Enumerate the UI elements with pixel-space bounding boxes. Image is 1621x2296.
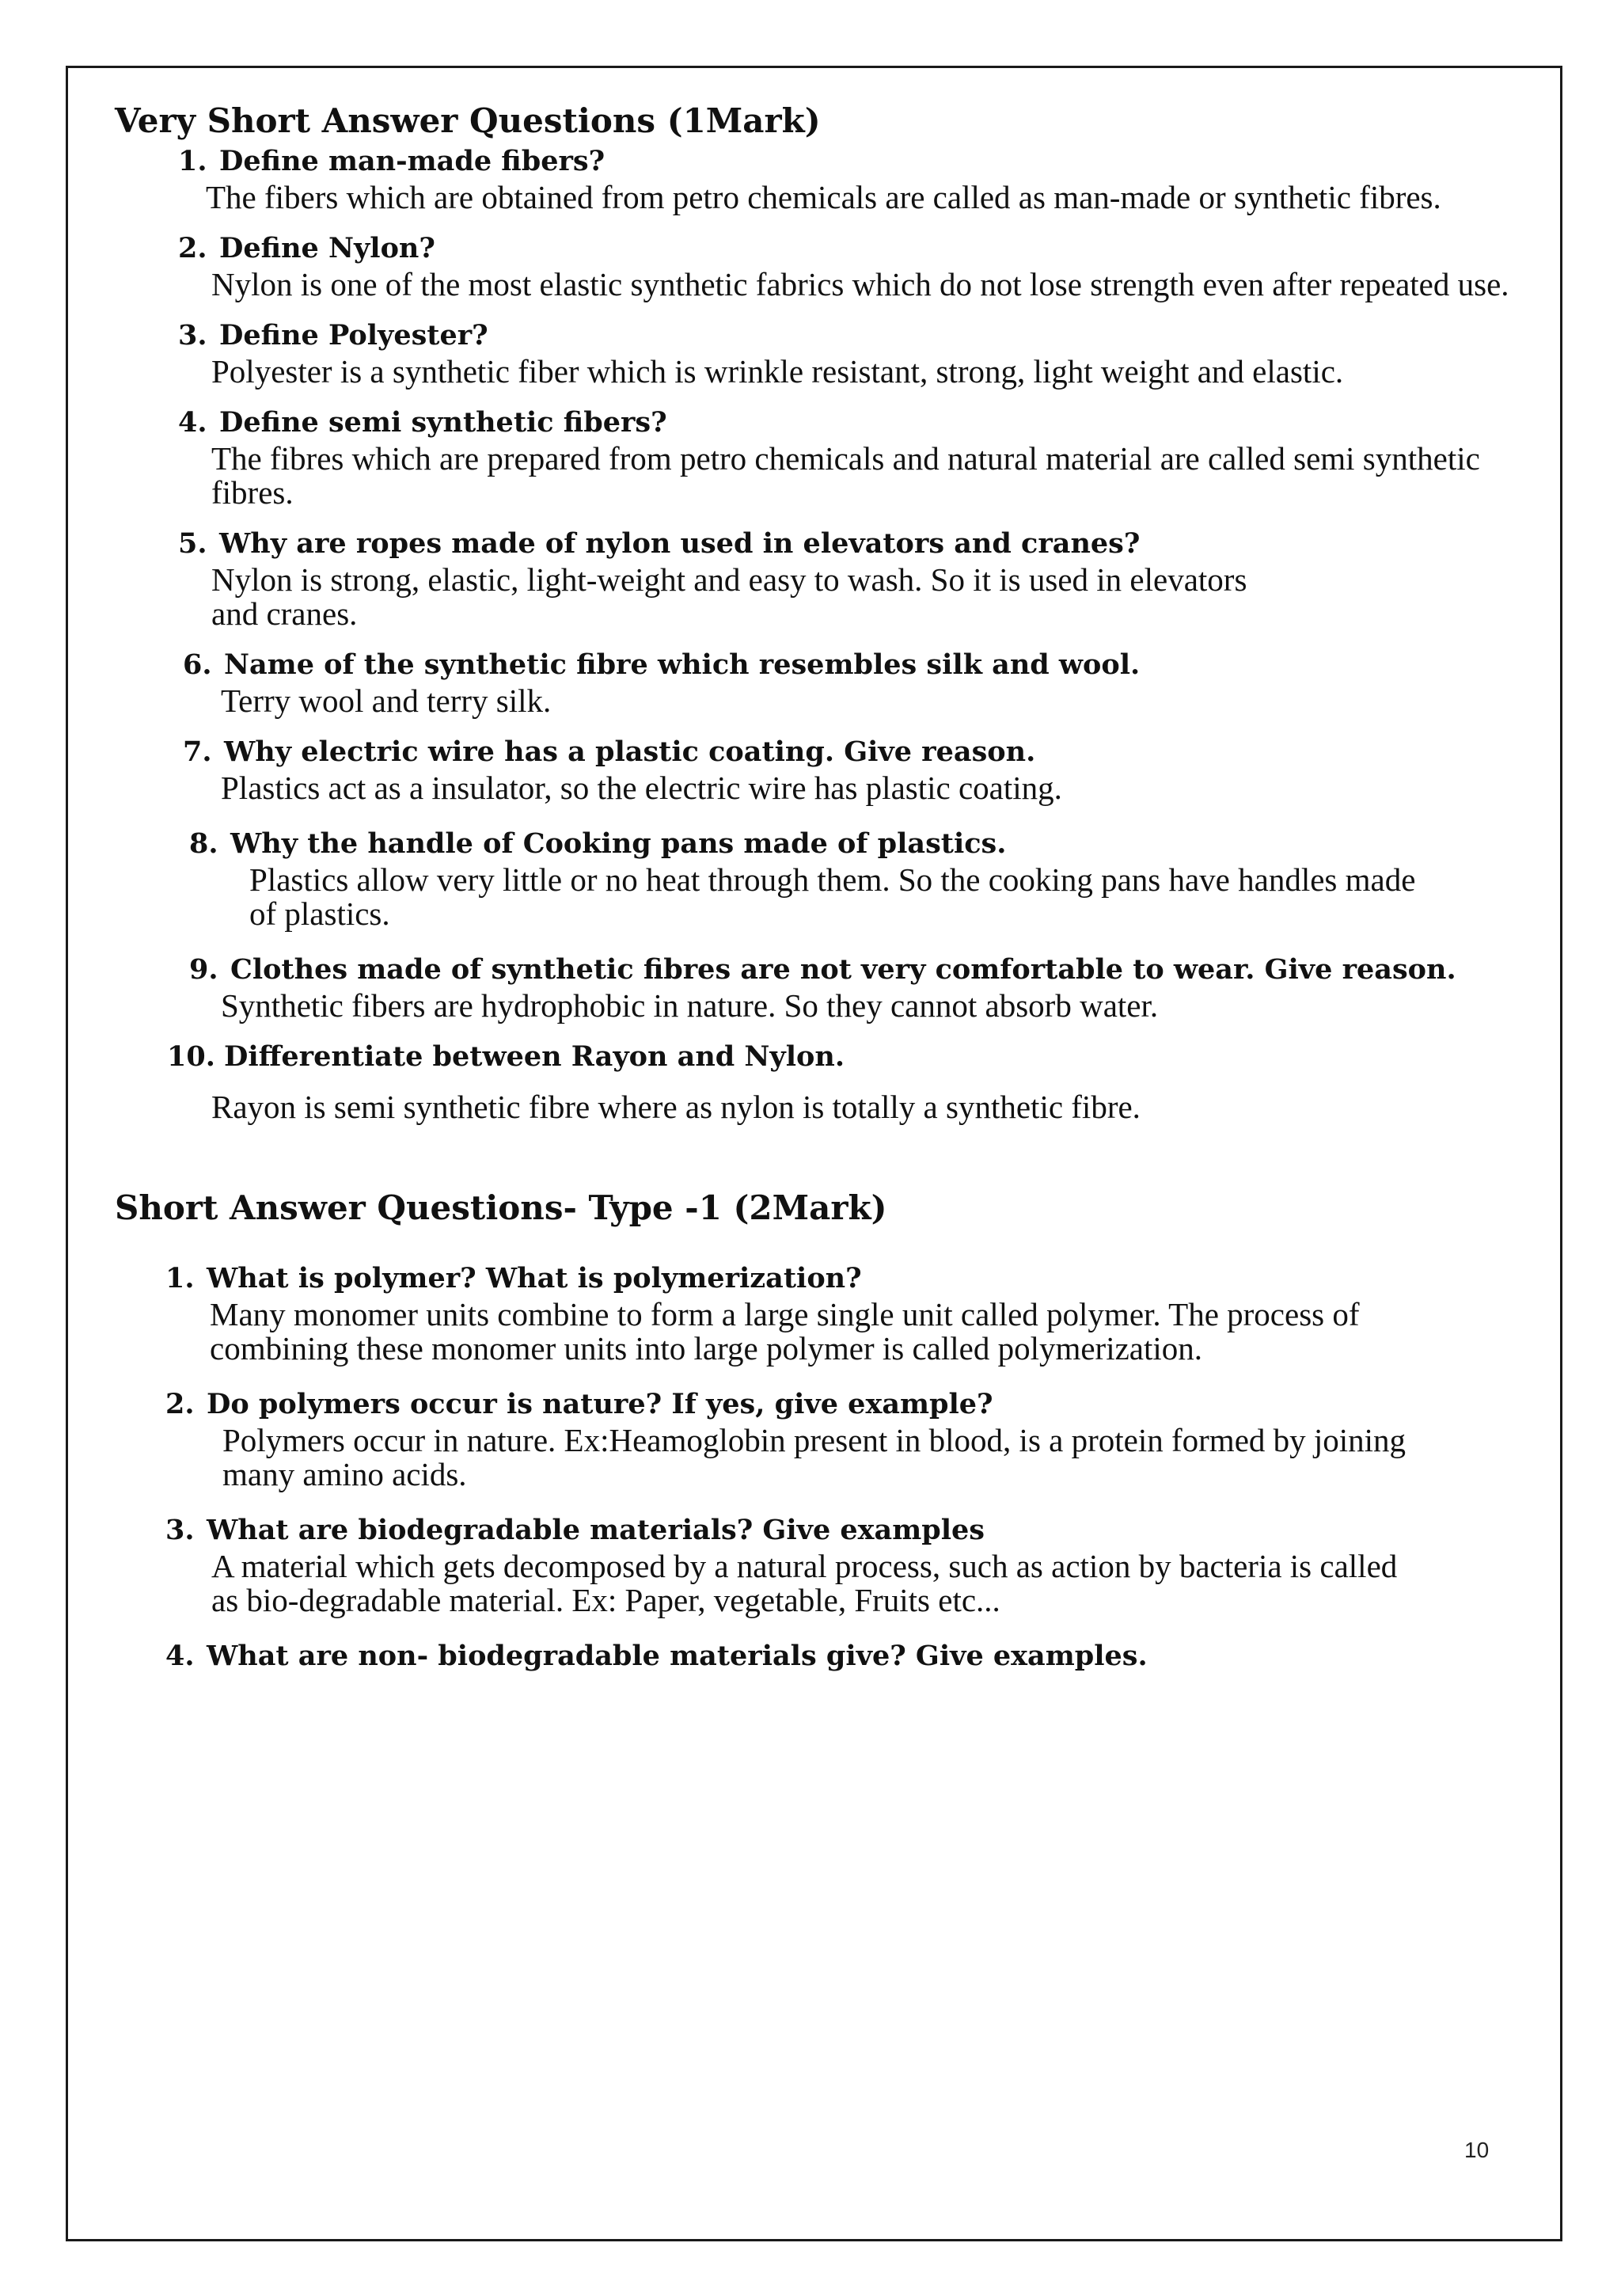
list-item (178, 736, 1532, 805)
question-text: Do polymers occur is nature? If yes, give example? (207, 1388, 993, 1420)
section-spacer (115, 1142, 1532, 1186)
list-item (178, 527, 1532, 631)
answer-text: Synthetic fibers are hydrophobic in nature. So they cannot absorb water. (221, 987, 1159, 1024)
list-item (165, 1640, 1532, 1672)
list-item (165, 1514, 1532, 1617)
answer-text: Plastics allow very little or no heat through them. So the cooking pans have handles made of plastics. (249, 861, 1416, 932)
answer-text: Nylon is strong, elastic, light-weight and easy to wash. So it is used in elevators and cranes. (211, 561, 1247, 632)
question-text: Why electric wire has a plastic coating. Give reason. (224, 736, 1036, 768)
section-heading-very-short: Very Short Answer Questions (1Mark) (115, 101, 821, 140)
question-text: What is polymer? What is polymerization? (207, 1262, 862, 1294)
list-item (178, 319, 1532, 389)
question-number: 4. (165, 1640, 195, 1672)
answer-text: Plastics act as a insulator, so the electric wire has plastic coating. (221, 770, 1062, 806)
question-text: Define Polyester? (219, 319, 488, 352)
question-number: 7. (183, 736, 212, 768)
question-list-very-short (115, 145, 1532, 1124)
list-item (178, 953, 1532, 1023)
question-number: 9. (189, 953, 218, 986)
list-item (178, 145, 1532, 215)
question-number: 8. (189, 827, 218, 860)
page-number: 10 (1464, 2138, 1490, 2162)
question-number: 2. (165, 1388, 195, 1420)
question-text: Differentiate between Rayon and Nylon. (224, 1040, 845, 1073)
answer-text: Polyester is a synthetic fiber which is wrinkle resistant, strong, light weight and elastic. (211, 353, 1344, 390)
answer-text: Terry wool and terry silk. (221, 682, 552, 719)
question-number: 1. (165, 1262, 195, 1294)
list-item (167, 1040, 1532, 1124)
question-text: Why the handle of Cooking pans made of plastics. (230, 827, 1007, 860)
answer-text: Nylon is one of the most elastic synthetic fabrics which do not lose strength even after repeated use. (211, 266, 1509, 302)
question-text: Why are ropes made of nylon used in elevators and cranes? (219, 527, 1141, 560)
answer-text: Many monomer units combine to form a large single unit called polymer. The process of combining these monomer units into large polymer is called polymerization. (210, 1296, 1360, 1367)
question-number: 6. (183, 648, 212, 681)
question-text: What are non- biodegradable materials give? Give examples. (207, 1640, 1148, 1672)
list-item (178, 406, 1532, 510)
question-text: Clothes made of synthetic fibres are not very comfortable to wear. Give reason. (230, 953, 1456, 986)
answer-text: Polymers occur in nature. Ex:Heamoglobin present in blood, is a protein formed by joining many amino acids. (222, 1422, 1407, 1492)
question-number: 10. (167, 1040, 215, 1073)
question-number: 3. (178, 319, 207, 352)
question-text: Define man-made fibers? (219, 145, 606, 177)
document-content (115, 99, 1532, 1690)
question-text: What are biodegradable materials? Give examples (207, 1514, 985, 1546)
question-number: 2. (178, 232, 207, 264)
list-item (178, 827, 1532, 931)
question-text: Name of the synthetic fibre which resembles silk and wool. (224, 648, 1141, 681)
list-item (165, 1388, 1532, 1492)
question-number: 3. (165, 1514, 195, 1546)
section-heading-short-type-1: Short Answer Questions- Type -1 (2Mark) (115, 1188, 887, 1227)
question-text: Define Nylon? (219, 232, 435, 264)
list-item (165, 1262, 1532, 1366)
question-text: Define semi synthetic fibers? (219, 406, 667, 439)
question-number: 1. (178, 145, 207, 177)
list-item (178, 232, 1532, 302)
answer-text: Rayon is semi synthetic fibre where as nylon is totally a synthetic fibre. (211, 1089, 1141, 1125)
question-list-short-type-1 (115, 1262, 1532, 1672)
answer-text: The fibers which are obtained from petro chemicals are called as man-made or synthetic fibres. (206, 179, 1441, 215)
answer-text: The fibres which are prepared from petro chemicals and natural material are called semi synthetic fibres. (211, 440, 1480, 511)
answer-text: A material which gets decomposed by a natural process, such as action by bacteria is called as bio-degradable material. Ex: Paper, vegetable, Fruits etc... (211, 1548, 1398, 1618)
question-number: 5. (178, 527, 207, 560)
list-item (178, 648, 1532, 718)
question-number: 4. (178, 406, 207, 439)
